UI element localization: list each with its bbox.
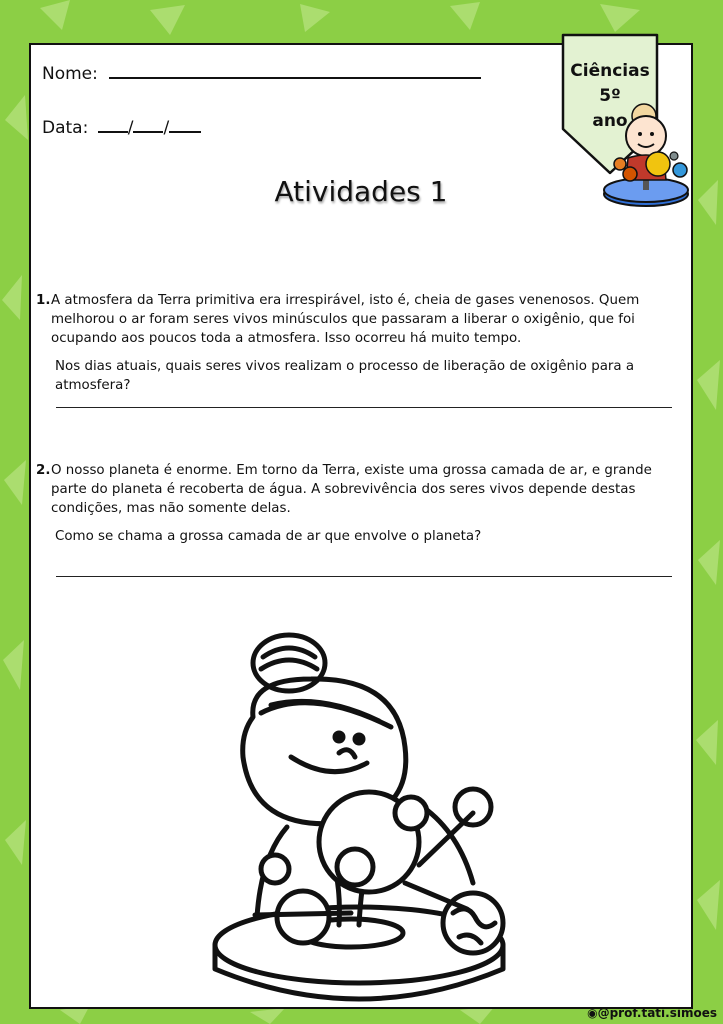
date-day-blank[interactable] [98, 115, 128, 133]
worksheet-page [29, 43, 693, 1009]
name-field[interactable] [42, 61, 481, 84]
question-prompt: Nos dias atuais, quais seres vivos realizam o processo de liberação de oxigênio para a atmosfera? [55, 359, 635, 393]
author-credit [587, 1006, 717, 1020]
question-number: 1. [36, 293, 51, 308]
question-prompt: Como se chama a grossa camada de ar que envolve o planeta? [55, 529, 482, 544]
date-label: Data: [42, 118, 89, 138]
grade-year-label: ano [592, 111, 628, 131]
date-separator: / [163, 118, 170, 138]
date-field[interactable] [42, 115, 201, 138]
instagram-icon: ◉ [587, 1006, 598, 1020]
girl-with-planets-clipart [600, 100, 692, 212]
page-title: Atividades 1 [274, 175, 448, 208]
question-2 [36, 461, 676, 546]
question-text: O nosso planeta é enorme. Em torno da Terra, existe uma grossa camada de ar, e grande parte do planeta é recoberta de água. A sobrevivência dos seres vivos depende destas condições, mas não somente delas. [51, 463, 652, 516]
name-label: Nome: [42, 64, 98, 84]
answer-line-1[interactable] [56, 407, 672, 408]
subject-label: Ciências [570, 61, 650, 81]
question-number: 2. [36, 463, 51, 478]
girl-with-solar-system-illustration [191, 617, 521, 1007]
date-year-blank[interactable] [169, 115, 201, 133]
author-handle: @prof.tati.simoes [597, 1006, 717, 1020]
grade-label: 5º [599, 86, 621, 106]
name-blank[interactable] [109, 61, 481, 79]
question-text: A atmosfera da Terra primitiva era irrespirável, isto é, cheia de gases venenosos. Quem melhorou o ar foram seres vivos minúsculos que passaram a liberar o oxigênio, que foi ocupando aos poucos toda a atmosfera. Isso ocorreu há muito tempo. [51, 293, 640, 346]
question-1 [36, 291, 676, 395]
date-separator: / [127, 118, 134, 138]
answer-line-2[interactable] [56, 576, 672, 577]
date-month-blank[interactable] [133, 115, 163, 133]
